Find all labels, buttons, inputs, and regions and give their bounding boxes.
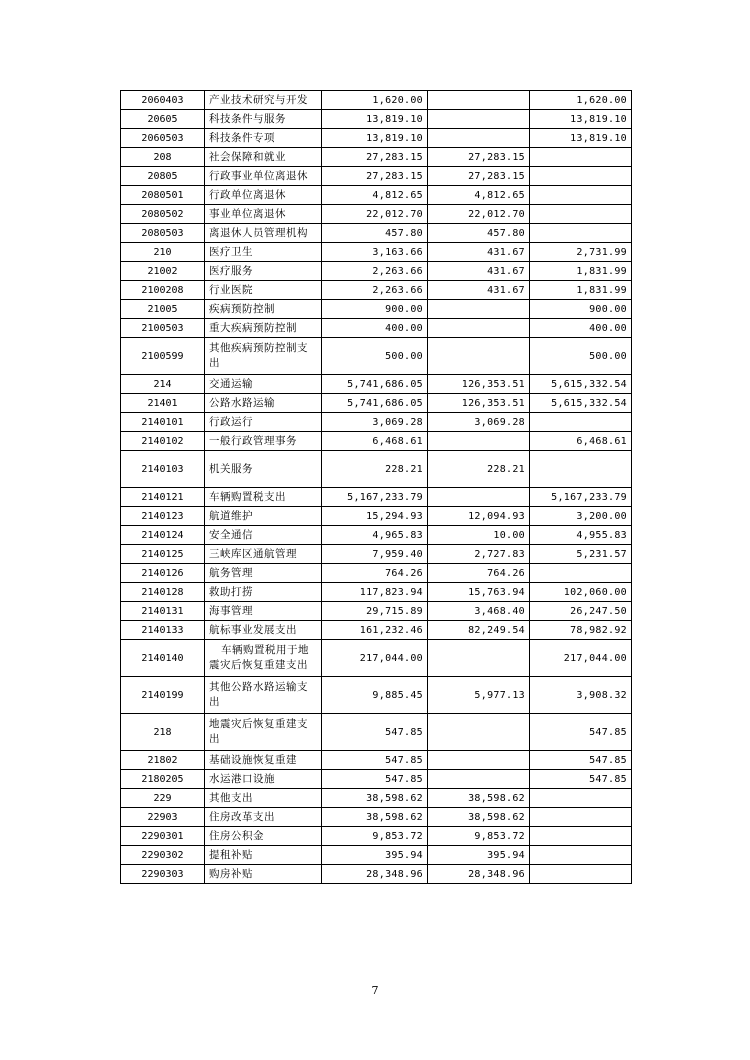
subject-name-cell: 一般行政管理事务 xyxy=(205,432,322,451)
subject-name-cell: 航务管理 xyxy=(205,564,322,583)
project-expenditure-cell xyxy=(530,451,632,488)
total-amount-cell: 547.85 xyxy=(322,770,428,789)
basic-expenditure-cell: 3,069.28 xyxy=(428,413,530,432)
total-amount-cell: 2,263.66 xyxy=(322,262,428,281)
basic-expenditure-cell: 5,977.13 xyxy=(428,677,530,714)
subject-name-cell: 其他公路水路运输支出 xyxy=(205,677,322,714)
subject-name-cell: 提租补贴 xyxy=(205,846,322,865)
table-row xyxy=(121,507,632,526)
subject-name-cell: 购房补贴 xyxy=(205,865,322,884)
basic-expenditure-cell xyxy=(428,338,530,375)
subject-name-cell: 行业医院 xyxy=(205,281,322,300)
subject-name-cell: 基础设施恢复重建 xyxy=(205,751,322,770)
total-amount-cell: 395.94 xyxy=(322,846,428,865)
project-expenditure-cell xyxy=(530,808,632,827)
project-expenditure-cell xyxy=(530,167,632,186)
subject-name-cell: 科技条件与服务 xyxy=(205,110,322,129)
project-expenditure-cell: 5,615,332.54 xyxy=(530,375,632,394)
table-row xyxy=(121,846,632,865)
subject-name-cell: 产业技术研究与开发 xyxy=(205,91,322,110)
subject-code-cell: 2060503 xyxy=(121,129,205,148)
basic-expenditure-cell xyxy=(428,640,530,677)
budget-table xyxy=(120,90,632,884)
project-expenditure-cell: 6,468.61 xyxy=(530,432,632,451)
total-amount-cell: 1,620.00 xyxy=(322,91,428,110)
table-row xyxy=(121,224,632,243)
project-expenditure-cell: 900.00 xyxy=(530,300,632,319)
subject-code-cell: 2140131 xyxy=(121,602,205,621)
subject-code-cell: 21401 xyxy=(121,394,205,413)
project-expenditure-cell xyxy=(530,789,632,808)
basic-expenditure-cell: 82,249.54 xyxy=(428,621,530,640)
subject-code-cell: 21802 xyxy=(121,751,205,770)
subject-code-cell: 2080501 xyxy=(121,186,205,205)
subject-code-cell: 2100503 xyxy=(121,319,205,338)
total-amount-cell: 400.00 xyxy=(322,319,428,338)
total-amount-cell: 13,819.10 xyxy=(322,129,428,148)
basic-expenditure-cell xyxy=(428,714,530,751)
project-expenditure-cell: 1,831.99 xyxy=(530,262,632,281)
basic-expenditure-cell xyxy=(428,91,530,110)
basic-expenditure-cell: 431.67 xyxy=(428,262,530,281)
subject-name-cell: 行政事业单位离退休 xyxy=(205,167,322,186)
project-expenditure-cell xyxy=(530,205,632,224)
project-expenditure-cell: 400.00 xyxy=(530,319,632,338)
basic-expenditure-cell: 27,283.15 xyxy=(428,148,530,167)
table-row xyxy=(121,451,632,488)
table-row xyxy=(121,413,632,432)
table-row xyxy=(121,110,632,129)
total-amount-cell: 9,885.45 xyxy=(322,677,428,714)
table-row xyxy=(121,751,632,770)
table-row xyxy=(121,394,632,413)
subject-name-cell: 社会保障和就业 xyxy=(205,148,322,167)
subject-code-cell: 214 xyxy=(121,375,205,394)
project-expenditure-cell: 217,044.00 xyxy=(530,640,632,677)
project-expenditure-cell: 500.00 xyxy=(530,338,632,375)
basic-expenditure-cell: 228.21 xyxy=(428,451,530,488)
table-row xyxy=(121,129,632,148)
subject-code-cell: 2140140 xyxy=(121,640,205,677)
table-row xyxy=(121,148,632,167)
table-row xyxy=(121,186,632,205)
table-row xyxy=(121,319,632,338)
basic-expenditure-cell xyxy=(428,319,530,338)
subject-code-cell: 2080502 xyxy=(121,205,205,224)
table-row xyxy=(121,545,632,564)
subject-code-cell: 229 xyxy=(121,789,205,808)
project-expenditure-cell: 2,731.99 xyxy=(530,243,632,262)
basic-expenditure-cell: 12,094.93 xyxy=(428,507,530,526)
subject-code-cell: 2140121 xyxy=(121,488,205,507)
subject-name-cell: 车辆购置税用于地震灾后恢复重建支出 xyxy=(205,640,322,677)
subject-code-cell: 218 xyxy=(121,714,205,751)
subject-name-cell: 海事管理 xyxy=(205,602,322,621)
total-amount-cell: 15,294.93 xyxy=(322,507,428,526)
basic-expenditure-cell: 431.67 xyxy=(428,281,530,300)
total-amount-cell: 900.00 xyxy=(322,300,428,319)
subject-name-cell: 机关服务 xyxy=(205,451,322,488)
basic-expenditure-cell: 126,353.51 xyxy=(428,375,530,394)
subject-name-cell: 公路水路运输 xyxy=(205,394,322,413)
total-amount-cell: 764.26 xyxy=(322,564,428,583)
subject-name-cell: 三峡库区通航管理 xyxy=(205,545,322,564)
table-row xyxy=(121,770,632,789)
project-expenditure-cell: 5,615,332.54 xyxy=(530,394,632,413)
project-expenditure-cell: 13,819.10 xyxy=(530,129,632,148)
project-expenditure-cell xyxy=(530,865,632,884)
basic-expenditure-cell: 38,598.62 xyxy=(428,808,530,827)
table-row xyxy=(121,564,632,583)
subject-name-cell: 科技条件专项 xyxy=(205,129,322,148)
table-row xyxy=(121,714,632,751)
table-row xyxy=(121,677,632,714)
table-row xyxy=(121,262,632,281)
subject-name-cell: 航标事业发展支出 xyxy=(205,621,322,640)
project-expenditure-cell: 26,247.50 xyxy=(530,602,632,621)
budget-table-body xyxy=(121,91,632,884)
project-expenditure-cell: 3,200.00 xyxy=(530,507,632,526)
project-expenditure-cell: 3,908.32 xyxy=(530,677,632,714)
subject-name-cell: 医疗卫生 xyxy=(205,243,322,262)
table-row xyxy=(121,432,632,451)
table-row xyxy=(121,243,632,262)
subject-name-cell: 疾病预防控制 xyxy=(205,300,322,319)
subject-code-cell: 2140101 xyxy=(121,413,205,432)
total-amount-cell: 5,741,686.05 xyxy=(322,394,428,413)
total-amount-cell: 9,853.72 xyxy=(322,827,428,846)
project-expenditure-cell: 102,060.00 xyxy=(530,583,632,602)
subject-code-cell: 2100599 xyxy=(121,338,205,375)
table-row xyxy=(121,808,632,827)
subject-code-cell: 2290303 xyxy=(121,865,205,884)
project-expenditure-cell: 1,620.00 xyxy=(530,91,632,110)
subject-name-cell: 其他支出 xyxy=(205,789,322,808)
project-expenditure-cell: 1,831.99 xyxy=(530,281,632,300)
subject-name-cell: 救助打捞 xyxy=(205,583,322,602)
total-amount-cell: 6,468.61 xyxy=(322,432,428,451)
table-row xyxy=(121,526,632,545)
basic-expenditure-cell: 126,353.51 xyxy=(428,394,530,413)
total-amount-cell: 4,812.65 xyxy=(322,186,428,205)
total-amount-cell: 2,263.66 xyxy=(322,281,428,300)
basic-expenditure-cell xyxy=(428,488,530,507)
table-row xyxy=(121,167,632,186)
total-amount-cell: 161,232.46 xyxy=(322,621,428,640)
project-expenditure-cell xyxy=(530,827,632,846)
total-amount-cell: 5,167,233.79 xyxy=(322,488,428,507)
table-row xyxy=(121,640,632,677)
basic-expenditure-cell: 27,283.15 xyxy=(428,167,530,186)
subject-code-cell: 2290302 xyxy=(121,846,205,865)
table-row xyxy=(121,488,632,507)
subject-name-cell: 住房改革支出 xyxy=(205,808,322,827)
project-expenditure-cell: 78,982.92 xyxy=(530,621,632,640)
basic-expenditure-cell: 15,763.94 xyxy=(428,583,530,602)
project-expenditure-cell: 5,167,233.79 xyxy=(530,488,632,507)
subject-name-cell: 重大疾病预防控制 xyxy=(205,319,322,338)
total-amount-cell: 22,012.70 xyxy=(322,205,428,224)
table-row xyxy=(121,300,632,319)
subject-name-cell: 住房公积金 xyxy=(205,827,322,846)
table-row xyxy=(121,602,632,621)
total-amount-cell: 547.85 xyxy=(322,751,428,770)
table-row xyxy=(121,583,632,602)
project-expenditure-cell xyxy=(530,413,632,432)
subject-name-cell: 交通运输 xyxy=(205,375,322,394)
total-amount-cell: 500.00 xyxy=(322,338,428,375)
total-amount-cell: 457.80 xyxy=(322,224,428,243)
table-row xyxy=(121,281,632,300)
total-amount-cell: 38,598.62 xyxy=(322,789,428,808)
total-amount-cell: 3,069.28 xyxy=(322,413,428,432)
basic-expenditure-cell xyxy=(428,129,530,148)
subject-code-cell: 2140128 xyxy=(121,583,205,602)
total-amount-cell: 217,044.00 xyxy=(322,640,428,677)
basic-expenditure-cell: 395.94 xyxy=(428,846,530,865)
subject-code-cell: 21005 xyxy=(121,300,205,319)
table-row xyxy=(121,91,632,110)
project-expenditure-cell xyxy=(530,148,632,167)
basic-expenditure-cell: 38,598.62 xyxy=(428,789,530,808)
subject-name-cell: 车辆购置税支出 xyxy=(205,488,322,507)
subject-code-cell: 2180205 xyxy=(121,770,205,789)
subject-code-cell: 210 xyxy=(121,243,205,262)
project-expenditure-cell xyxy=(530,564,632,583)
total-amount-cell: 547.85 xyxy=(322,714,428,751)
subject-code-cell: 22903 xyxy=(121,808,205,827)
subject-code-cell: 2140102 xyxy=(121,432,205,451)
basic-expenditure-cell: 10.00 xyxy=(428,526,530,545)
subject-code-cell: 208 xyxy=(121,148,205,167)
subject-code-cell: 2140124 xyxy=(121,526,205,545)
subject-name-cell: 航道维护 xyxy=(205,507,322,526)
subject-name-cell: 水运港口设施 xyxy=(205,770,322,789)
subject-name-cell: 行政单位离退休 xyxy=(205,186,322,205)
subject-code-cell: 2080503 xyxy=(121,224,205,243)
basic-expenditure-cell xyxy=(428,751,530,770)
subject-name-cell: 离退休人员管理机构 xyxy=(205,224,322,243)
total-amount-cell: 38,598.62 xyxy=(322,808,428,827)
project-expenditure-cell xyxy=(530,224,632,243)
subject-code-cell: 20805 xyxy=(121,167,205,186)
basic-expenditure-cell xyxy=(428,110,530,129)
project-expenditure-cell: 547.85 xyxy=(530,751,632,770)
total-amount-cell: 7,959.40 xyxy=(322,545,428,564)
project-expenditure-cell: 547.85 xyxy=(530,714,632,751)
basic-expenditure-cell: 2,727.83 xyxy=(428,545,530,564)
basic-expenditure-cell xyxy=(428,300,530,319)
total-amount-cell: 29,715.89 xyxy=(322,602,428,621)
total-amount-cell: 5,741,686.05 xyxy=(322,375,428,394)
subject-code-cell: 2140103 xyxy=(121,451,205,488)
project-expenditure-cell: 5,231.57 xyxy=(530,545,632,564)
total-amount-cell: 117,823.94 xyxy=(322,583,428,602)
total-amount-cell: 27,283.15 xyxy=(322,148,428,167)
project-expenditure-cell xyxy=(530,186,632,205)
table-row xyxy=(121,621,632,640)
subject-name-cell: 行政运行 xyxy=(205,413,322,432)
subject-name-cell: 其他疾病预防控制支出 xyxy=(205,338,322,375)
basic-expenditure-cell: 431.67 xyxy=(428,243,530,262)
basic-expenditure-cell xyxy=(428,770,530,789)
project-expenditure-cell: 13,819.10 xyxy=(530,110,632,129)
project-expenditure-cell: 4,955.83 xyxy=(530,526,632,545)
subject-code-cell: 20605 xyxy=(121,110,205,129)
total-amount-cell: 3,163.66 xyxy=(322,243,428,262)
subject-code-cell: 21002 xyxy=(121,262,205,281)
basic-expenditure-cell: 457.80 xyxy=(428,224,530,243)
subject-code-cell: 2140123 xyxy=(121,507,205,526)
subject-code-cell: 2100208 xyxy=(121,281,205,300)
table-row xyxy=(121,827,632,846)
subject-name-cell: 事业单位离退休 xyxy=(205,205,322,224)
subject-code-cell: 2140199 xyxy=(121,677,205,714)
subject-code-cell: 2140125 xyxy=(121,545,205,564)
basic-expenditure-cell xyxy=(428,432,530,451)
subject-name-cell: 安全通信 xyxy=(205,526,322,545)
page-number: 7 xyxy=(371,984,379,997)
total-amount-cell: 13,819.10 xyxy=(322,110,428,129)
total-amount-cell: 4,965.83 xyxy=(322,526,428,545)
subject-code-cell: 2060403 xyxy=(121,91,205,110)
basic-expenditure-cell: 22,012.70 xyxy=(428,205,530,224)
total-amount-cell: 228.21 xyxy=(322,451,428,488)
total-amount-cell: 27,283.15 xyxy=(322,167,428,186)
table-row xyxy=(121,789,632,808)
basic-expenditure-cell: 764.26 xyxy=(428,564,530,583)
basic-expenditure-cell: 28,348.96 xyxy=(428,865,530,884)
subject-name-cell: 医疗服务 xyxy=(205,262,322,281)
basic-expenditure-cell: 9,853.72 xyxy=(428,827,530,846)
table-row xyxy=(121,338,632,375)
total-amount-cell: 28,348.96 xyxy=(322,865,428,884)
subject-name-cell: 地震灾后恢复重建支出 xyxy=(205,714,322,751)
subject-code-cell: 2290301 xyxy=(121,827,205,846)
table-row xyxy=(121,205,632,224)
basic-expenditure-cell: 4,812.65 xyxy=(428,186,530,205)
project-expenditure-cell xyxy=(530,846,632,865)
project-expenditure-cell: 547.85 xyxy=(530,770,632,789)
subject-code-cell: 2140133 xyxy=(121,621,205,640)
basic-expenditure-cell: 3,468.40 xyxy=(428,602,530,621)
subject-code-cell: 2140126 xyxy=(121,564,205,583)
table-row xyxy=(121,865,632,884)
table-row xyxy=(121,375,632,394)
